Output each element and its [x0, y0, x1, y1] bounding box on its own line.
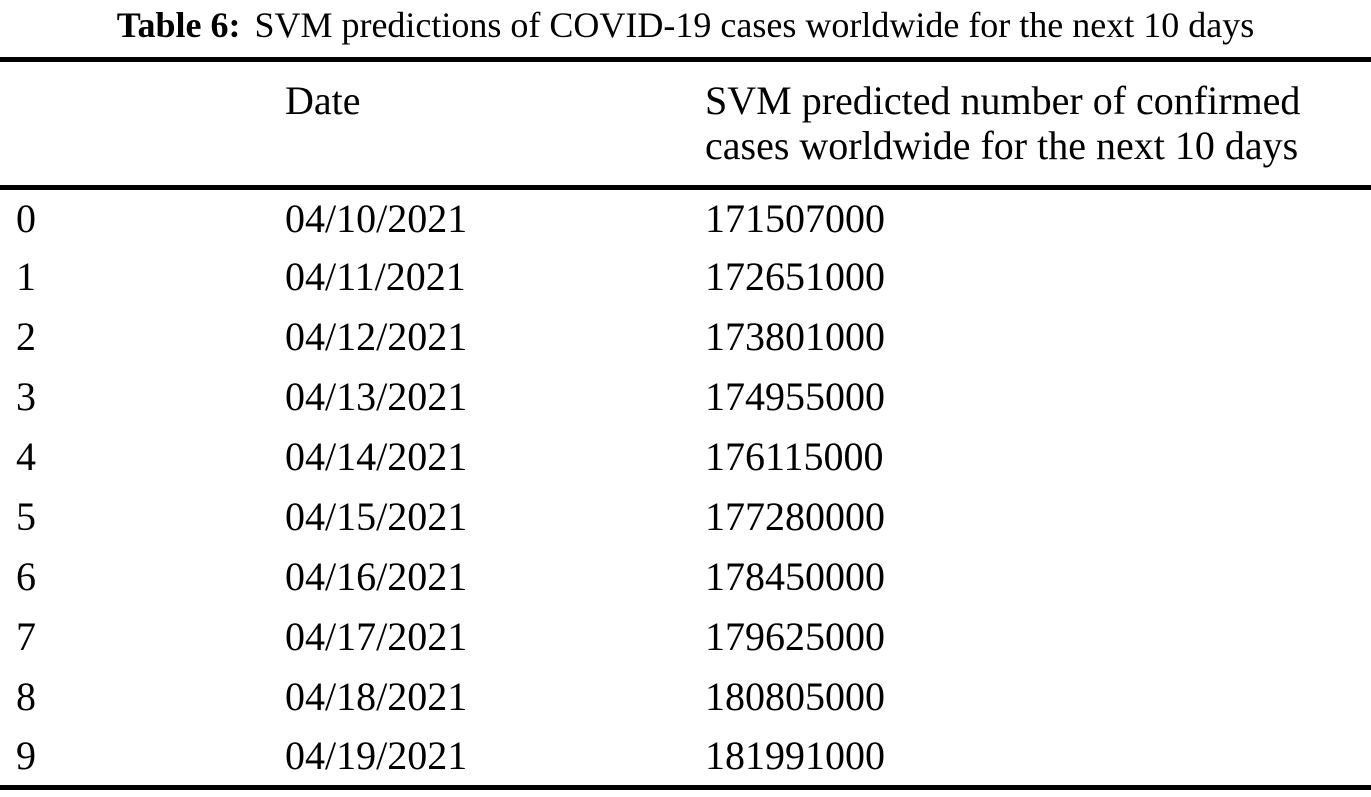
table-row	[0, 607, 1371, 667]
table-row	[0, 427, 1371, 487]
row-date: 04/17/2021	[285, 614, 468, 660]
row-index: 1	[16, 254, 36, 300]
row-date: 04/11/2021	[285, 254, 466, 300]
table-row	[0, 367, 1371, 427]
header-row	[0, 60, 1371, 188]
row-value: 178450000	[705, 554, 885, 600]
table-row	[0, 247, 1371, 307]
table-row	[0, 187, 1371, 247]
row-index: 5	[16, 494, 36, 540]
caption-label: Table 6:	[116, 5, 241, 45]
row-value: 180805000	[705, 674, 885, 720]
caption-text: SVM predictions of COVID-19 cases worldwide for the next 10 days	[254, 5, 1255, 45]
row-date: 04/14/2021	[285, 434, 468, 480]
table-row	[0, 487, 1371, 547]
row-value: 179625000	[705, 614, 885, 660]
header-value	[705, 60, 1371, 188]
row-index: 6	[16, 554, 36, 600]
row-date: 04/13/2021	[285, 374, 468, 420]
row-index: 3	[16, 374, 36, 420]
row-value: 172651000	[705, 254, 885, 300]
header-index	[0, 60, 285, 188]
row-date: 04/12/2021	[285, 314, 468, 360]
row-date: 04/16/2021	[285, 554, 468, 600]
row-date: 04/10/2021	[285, 195, 468, 241]
row-value: 181991000	[705, 733, 885, 779]
row-index: 7	[16, 614, 36, 660]
row-date: 04/19/2021	[285, 733, 468, 779]
row-date: 04/18/2021	[285, 674, 468, 720]
row-value: 174955000	[705, 374, 885, 420]
row-value: 176115000	[705, 434, 884, 480]
row-value: 171507000	[705, 195, 885, 241]
row-index: 0	[16, 195, 36, 241]
table-row	[0, 547, 1371, 607]
header-date: Date	[285, 60, 705, 188]
row-index: 8	[16, 674, 36, 720]
row-value: 173801000	[705, 314, 885, 360]
row-value: 177280000	[705, 494, 885, 540]
header-value-text: SVM predicted number of confirmed cases worldwide for the next 10 days	[705, 78, 1301, 168]
row-index: 9	[16, 733, 36, 779]
table-row	[0, 667, 1371, 727]
row-index: 4	[16, 434, 36, 480]
predictions-table	[0, 57, 1371, 790]
table-row	[0, 307, 1371, 367]
table-row	[0, 727, 1371, 787]
table-caption	[0, 0, 1371, 47]
row-date: 04/15/2021	[285, 494, 468, 540]
row-index: 2	[16, 314, 36, 360]
